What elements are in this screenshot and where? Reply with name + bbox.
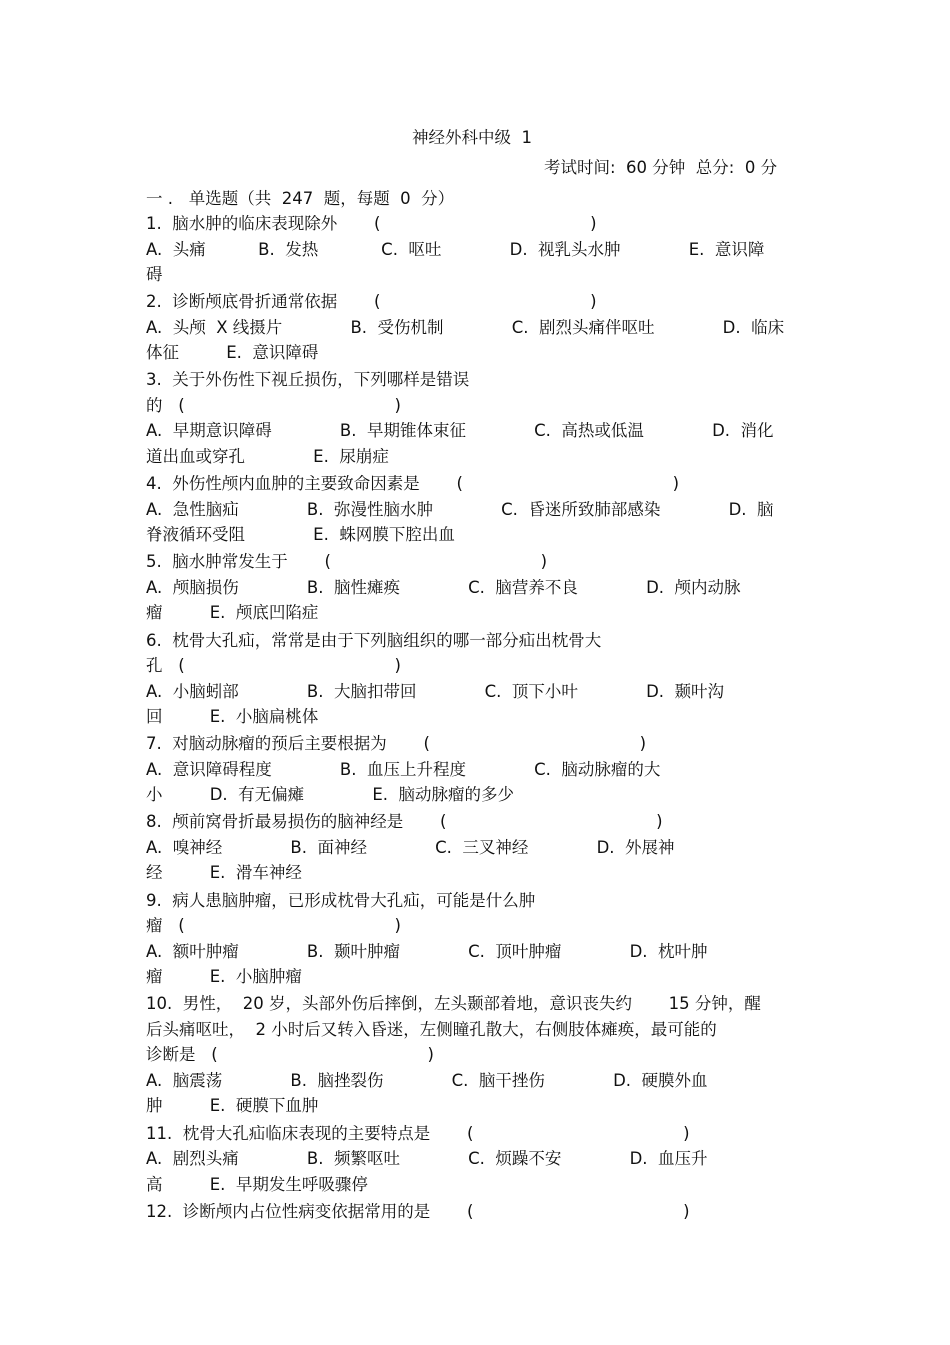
question-stem: 11. 枕骨大孔疝临床表现的主要特点是 ( ): [146, 1124, 690, 1143]
question-stem: 5. 脑水肿常发生于 ( ): [146, 552, 548, 571]
question-stem: 4. 外伤性颅内血肿的主要致命因素是 ( ): [146, 474, 680, 493]
question-options: 体征 E. 意识障碍: [146, 343, 319, 362]
question-options: A. 早期意识障碍 B. 早期锥体束征 C. 高热或低温 D. 消化: [146, 421, 774, 440]
question-options: A. 意识障碍程度 B. 血压上升程度 C. 脑动脉瘤的大: [146, 760, 661, 779]
question-options: A. 嗅神经 B. 面神经 C. 三叉神经 D. 外展神: [146, 838, 675, 857]
question-options: A. 小脑蚓部 B. 大脑扣带回 C. 顶下小叶 D. 颞叶沟: [146, 682, 725, 701]
question-stem: 的 ( ): [146, 396, 401, 415]
question-options: 瘤 E. 颅底凹陷症: [146, 603, 319, 622]
document-title: 神经外科中级 1: [412, 128, 532, 147]
question-options: 经 E. 滑车神经: [146, 863, 302, 882]
question-options: A. 急性脑疝 B. 弥漫性脑水肿 C. 昏迷所致肺部感染 D. 脑: [146, 500, 774, 519]
section-header: 一 . 单选题（共 247 题，每题 0 分）: [146, 189, 455, 208]
question-options: 道出血或穿孔 E. 尿崩症: [146, 447, 389, 466]
question-stem: 7. 对脑动脉瘤的预后主要根据为 ( ): [146, 734, 647, 753]
question-stem: 8. 颅前窝骨折最易损伤的脑神经是 ( ): [146, 812, 663, 831]
question-options: A. 剧烈头痛 B. 频繁呕吐 C. 烦躁不安 D. 血压升: [146, 1149, 708, 1168]
exam-info: 考试时间: 60 分钟 总分: 0 分: [544, 158, 778, 177]
question-stem: 2. 诊断颅底骨折通常依据 ( ): [146, 292, 597, 311]
question-stem: 后头痛呕吐， 2 小时后又转入昏迷，左侧瞳孔散大，右侧肢体瘫痪，最可能的: [146, 1020, 717, 1039]
question-stem: 9. 病人患脑肿瘤，已形成枕骨大孔疝，可能是什么肿: [146, 891, 536, 910]
question-options: 脊液循环受阻 E. 蛛网膜下腔出血: [146, 525, 455, 544]
question-stem: 10. 男性， 20 岁，头部外伤后摔倒，左头颞部着地，意识丧失约 15 分钟，醒: [146, 994, 761, 1013]
question-options: 肿 E. 硬膜下血肿: [146, 1096, 319, 1115]
question-options: 瘤 E. 小脑肿瘤: [146, 967, 302, 986]
question-options: A. 头痛 B. 发热 C. 呕吐 D. 视乳头水肿 E. 意识障: [146, 240, 765, 259]
question-options: A. 额叶肿瘤 B. 颞叶肿瘤 C. 顶叶肿瘤 D. 枕叶肿: [146, 942, 708, 961]
question-options: 高 E. 早期发生呼吸骤停: [146, 1175, 368, 1194]
question-options: A. 头颅 X 线摄片 B. 受伤机制 C. 剧烈头痛伴呕吐 D. 临床: [146, 318, 785, 337]
question-stem: 1. 脑水肿的临床表现除外 ( ): [146, 214, 597, 233]
question-options: A. 脑震荡 B. 脑挫裂伤 C. 脑干挫伤 D. 硬膜外血: [146, 1071, 708, 1090]
question-stem: 3. 关于外伤性下视丘损伤，下列哪样是错误: [146, 370, 470, 389]
question-stem: 诊断是 ( ): [146, 1045, 434, 1064]
question-options: 回 E. 小脑扁桃体: [146, 707, 319, 726]
question-stem: 6. 枕骨大孔疝，常常是由于下列脑组织的哪一部分疝出枕骨大: [146, 631, 602, 650]
question-options: A. 颅脑损伤 B. 脑性瘫痪 C. 脑营养不良 D. 颅内动脉: [146, 578, 741, 597]
question-stem: 孔 ( ): [146, 656, 401, 675]
question-options: 小 D. 有无偏瘫 E. 脑动脉瘤的多少: [146, 785, 514, 804]
question-options: 碍: [146, 265, 163, 284]
question-stem: 瘤 ( ): [146, 916, 401, 935]
question-stem: 12. 诊断颅内占位性病变依据常用的是 ( ): [146, 1202, 690, 1221]
